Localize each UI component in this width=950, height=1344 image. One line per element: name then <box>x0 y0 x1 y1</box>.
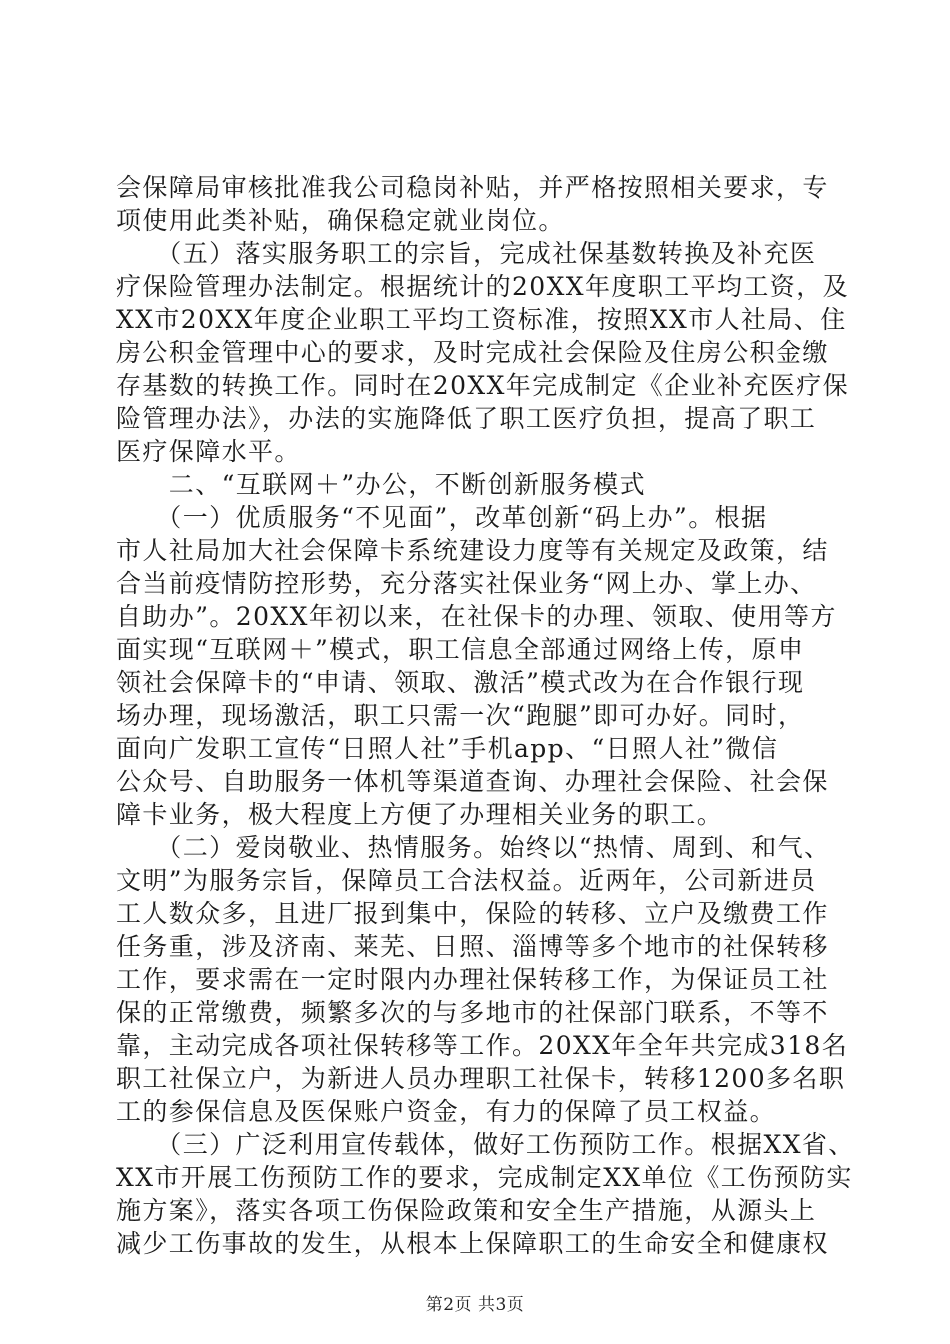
body-line: 面向广发职工宣传“日照人社”手机app、“日照人社”微信 <box>116 734 779 763</box>
body-line: 市人社局加大社会保障卡系统建设力度等有关规定及政策，结 <box>116 536 829 565</box>
body-line: 项使用此类补贴，确保稳定就业岗位。 <box>116 206 565 235</box>
body-line: 面实现“互联网＋”模式，职工信息全部通过网络上传，原申 <box>116 635 805 664</box>
body-line: 自助办”。20XX年初以来，在社保卡的办理、领取、使用等方 <box>116 602 837 631</box>
body-line: 减少工伤事故的发生，从根本上保障职工的生命安全和健康权 <box>116 1229 829 1258</box>
body-line: （五）落实服务职工的宗旨，完成社保基数转换及补充医 <box>116 239 817 268</box>
body-line: 任务重，涉及济南、莱芜、日照、淄博等多个地市的社保转移 <box>116 932 829 961</box>
body-line: 工人数众多，且进厂报到集中，保险的转移、立户及缴费工作 <box>116 899 829 928</box>
section-heading: 二、“互联网＋”办公，不断创新服务模式 <box>116 470 646 499</box>
body-line: 施方案》，落实各项工伤保险政策和安全生产措施，从源头上 <box>116 1196 817 1225</box>
body-line: 职工社保立户，为新进人员办理职工社保卡，转移1200多名职 <box>116 1064 846 1093</box>
body-line: 房公积金管理中心的要求，及时完成社会保险及住房公积金缴 <box>116 338 829 367</box>
body-line: 疗保险管理办法制定。根据统计的20XX年度职工平均工资，及 <box>116 272 850 301</box>
body-line: XX市20XX年度企业职工平均工资标准，按照XX市人社局、住 <box>116 305 847 334</box>
body-line: 领社会保障卡的“申请、领取、激活”模式改为在合作银行现 <box>116 668 805 697</box>
body-line: 靠，主动完成各项社保转移等工作。20XX年全年共完成318名 <box>116 1031 849 1060</box>
body-line: 存基数的转换工作。同时在20XX年完成制定《企业补充医疗保 <box>116 371 850 400</box>
body-line: 医疗保障水平。 <box>116 437 301 466</box>
body-line: （二）爱岗敬业、热情服务。始终以“热情、周到、和气、 <box>116 833 831 862</box>
body-line: （一）优质服务“不见面”，改革创新“码上办”。根据 <box>116 503 768 532</box>
body-line: （三）广泛利用宣传载体，做好工伤预防工作。根据XX省、 <box>116 1130 855 1159</box>
body-line: 险管理办法》，办法的实施降低了职工医疗负担，提高了职工 <box>116 404 817 433</box>
body-line: 会保障局审核批准我公司稳岗补贴，并严格按照相关要求，专 <box>116 173 829 202</box>
body-line: 障卡业务，极大程度上方便了办理相关业务的职工。 <box>116 800 724 829</box>
body-line: 公众号、自助服务一体机等渠道查询、办理社会保险、社会保 <box>116 767 829 796</box>
body-line: 文明”为服务宗旨，保障员工合法权益。近两年，公司新进员 <box>116 866 817 895</box>
body-line: 工作，要求需在一定时限内办理社保转移工作，为保证员工社 <box>116 965 829 994</box>
body-line: 保的正常缴费，频繁多次的与多地市的社保部门联系，不等不 <box>116 998 829 1027</box>
page-number-footer: 第2页 共3页 <box>425 1295 525 1315</box>
body-line: XX市开展工伤预防工作的要求，完成制定XX单位《工伤预防实 <box>116 1163 853 1192</box>
body-line: 场办理，现场激活，职工只需一次“跑腿”即可办好。同时， <box>116 701 805 730</box>
body-line: 工的参保信息及医保账户资金，有力的保障了员工权益。 <box>116 1097 777 1126</box>
body-line: 合当前疫情防控形势，充分落实社保业务“网上办、掌上办、 <box>116 569 817 598</box>
